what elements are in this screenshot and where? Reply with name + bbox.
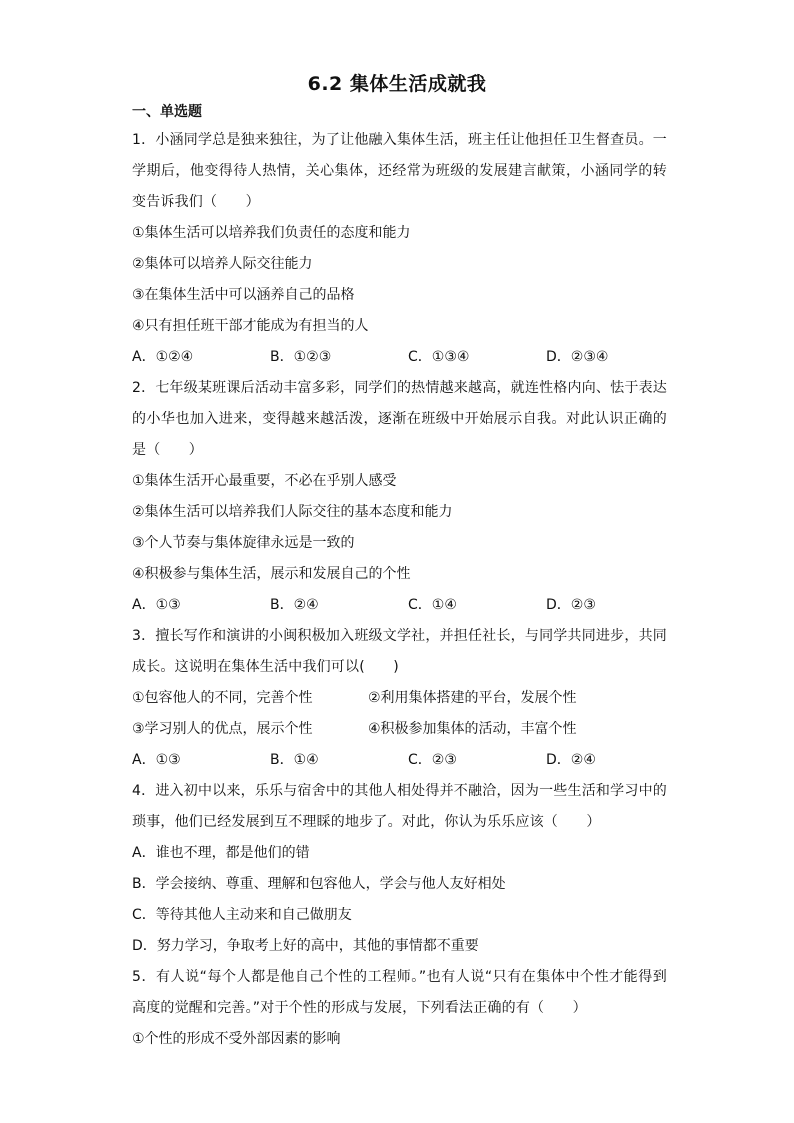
question-2-option-b: B．②④ (270, 597, 319, 613)
question-5 (132, 962, 667, 1055)
question-2-statement-2: ②集体生活可以培养我们人际交往的基本态度和能力 (132, 504, 453, 520)
question-3-statement-1: ①包容他人的不同，完善个性 (132, 690, 313, 706)
question-4-option-b: B．学会接纳、尊重、理解和包容他人，学会与他人友好相处 (132, 876, 506, 892)
question-2-option-c: C．①④ (408, 597, 457, 613)
question-3 (132, 621, 667, 776)
question-3-option-a: A．①③ (132, 752, 181, 768)
question-3-statement-3: ③学习别人的优点，展示个性 (132, 721, 313, 737)
question-2-option-d: D．②③ (546, 597, 596, 613)
question-3-statements-row-1 (132, 683, 667, 714)
page-title: 6.2 集体生活成就我 (307, 73, 487, 95)
question-1-option-a: A．①②④ (132, 349, 194, 365)
question-1-options (132, 342, 667, 373)
question-1-option-d: D．②③④ (546, 349, 609, 365)
question-3-statements-row-2 (132, 714, 667, 745)
document-content (132, 100, 667, 1055)
question-3-option-b: B．①④ (270, 752, 319, 768)
section-title: 一、单选题 (132, 104, 202, 120)
question-4 (132, 776, 667, 962)
question-4-option-a: A．谁也不理，都是他们的错 (132, 845, 310, 861)
question-5-statement-1: ①个性的形成不受外部因素的影响 (132, 1031, 341, 1047)
question-3-option-c: C．②③ (408, 752, 457, 768)
question-3-statement-4: ④积极参加集体的活动，丰富个性 (368, 721, 577, 737)
question-2-options (132, 590, 667, 621)
question-3-options (132, 745, 667, 776)
question-4-stem: 4．进入初中以来，乐乐与宿舍中的其他人相处得并不融洽，因为一些生活和学习中的琐事，他们已经发展到互不理睬的地步了。对此，你认为乐乐应该（ ） (132, 783, 667, 830)
question-4-option-d: D．努力学习，争取考上好的高中，其他的事情都不重要 (132, 938, 479, 954)
question-1-statement-4: ④只有担任班干部才能成为有担当的人 (132, 318, 369, 334)
question-2-stem: 2．七年级某班课后活动丰富多彩，同学们的热情越来越高，就连性格内向、怯于表达的小华也加入进来，变得越来越活泼，逐渐在班级中开始展示自我。对此认识正确的是（ ） (132, 380, 667, 458)
question-1 (132, 125, 667, 373)
question-1-option-b: B．①②③ (270, 349, 332, 365)
question-2-statement-1: ①集体生活开心最重要，不必在乎别人感受 (132, 473, 397, 489)
question-1-statement-2: ②集体可以培养人际交往能力 (132, 256, 313, 272)
question-2-statement-4: ④积极参与集体生活，展示和发展自己的个性 (132, 566, 411, 582)
question-5-stem: 5．有人说“每个人都是他自己个性的工程师。”也有人说“只有在集体中个性才能得到高度的觉醒和完善。”对于个性的形成与发展，下列看法正确的有（ ） (132, 969, 667, 1016)
question-1-statement-3: ③在集体生活中可以涵养自己的品格 (132, 287, 355, 303)
question-4-option-c: C．等待其他人主动来和自己做朋友 (132, 907, 352, 923)
question-2-statement-3: ③个人节奏与集体旋律永远是一致的 (132, 535, 355, 551)
question-3-statement-2: ②利用集体搭建的平台，发展个性 (368, 690, 577, 706)
question-3-stem: 3．擅长写作和演讲的小闽积极加入班级文学社，并担任社长，与同学共同进步，共同成长。这说明在集体生活中我们可以( ) (132, 628, 667, 675)
question-2 (132, 373, 667, 621)
question-3-option-d: D．②④ (546, 752, 596, 768)
question-1-statement-1: ①集体生活可以培养我们负责任的态度和能力 (132, 225, 411, 241)
question-2-option-a: A．①③ (132, 597, 181, 613)
question-1-stem: 1．小涵同学总是独来独往，为了让他融入集体生活，班主任让他担任卫生督查员。一学期后，他变得待人热情，关心集体，还经常为班级的发展建言献策，小涵同学的转变告诉我们（ ） (132, 132, 667, 210)
question-1-option-c: C．①③④ (408, 349, 470, 365)
